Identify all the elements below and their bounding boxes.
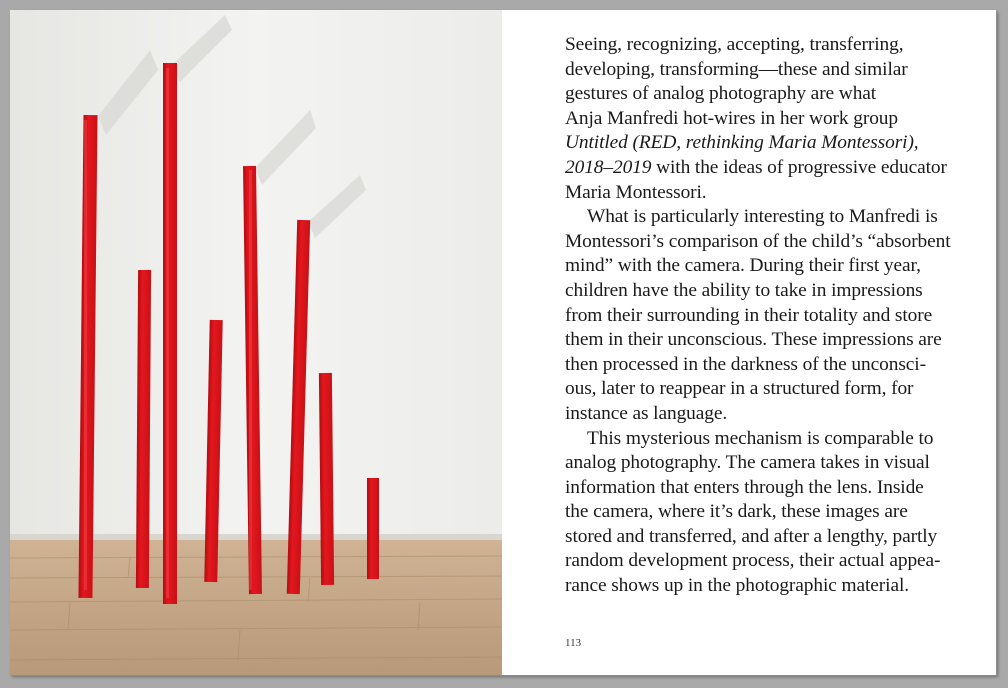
text-line: developing, transforming—these and similar: [565, 58, 908, 80]
text-line: Maria Montessori.: [565, 181, 707, 203]
red-rods-artwork-image: [10, 10, 502, 675]
article-body: [565, 33, 977, 599]
text-line: then processed in the darkness of the unconsci-: [565, 353, 926, 375]
text-line: ous, later to reappear in a structured form, for: [565, 378, 914, 400]
text-line: instance as language.: [565, 402, 728, 424]
artwork-date: 2018–2019: [565, 156, 652, 178]
text-page: [502, 10, 996, 675]
text-line: [565, 131, 977, 156]
text-line: What is particularly interesting to Manfredi is: [587, 206, 938, 228]
book-spread: [10, 10, 996, 675]
text-line: rance shows up in the photographic material.: [565, 575, 909, 597]
text-line: analog photography. The camera takes in visual: [565, 452, 930, 474]
text-line: Montessori’s comparison of the child’s “absorbent: [565, 230, 951, 252]
text-line: them in their unconscious. These impressions are: [565, 329, 942, 351]
text-line: stored and transferred, and after a lengthy, partly: [565, 525, 938, 547]
page-number: 113: [565, 637, 582, 649]
text-fragment: with the ideas of progressive educator: [651, 156, 947, 178]
text-line: Seeing, recognizing, accepting, transferring,: [565, 34, 904, 55]
text-line: from their surrounding in their totality and store: [565, 304, 933, 326]
text-line: This mysterious mechanism is comparable to: [587, 427, 934, 449]
text-line: children have the ability to take in impressions: [565, 279, 923, 301]
text-line: gestures of analog photography are what: [565, 83, 877, 105]
artwork-photo: [10, 10, 502, 675]
paragraph-2: [565, 205, 977, 426]
paragraph-3: [565, 427, 977, 599]
text-line: mind” with the camera. During their first year,: [565, 255, 921, 277]
paragraph-1: [565, 33, 977, 205]
text-line: random development process, their actual appea-: [565, 550, 941, 572]
text-line: information that enters through the lens. Inside: [565, 476, 924, 498]
text-line: Anja Manfredi hot-wires in her work group: [565, 107, 898, 129]
text-line: the camera, where it’s dark, these images are: [565, 501, 908, 523]
text-line: [565, 156, 977, 181]
artwork-title: Untitled (RED, rethinking Maria Montessori),: [565, 132, 919, 154]
